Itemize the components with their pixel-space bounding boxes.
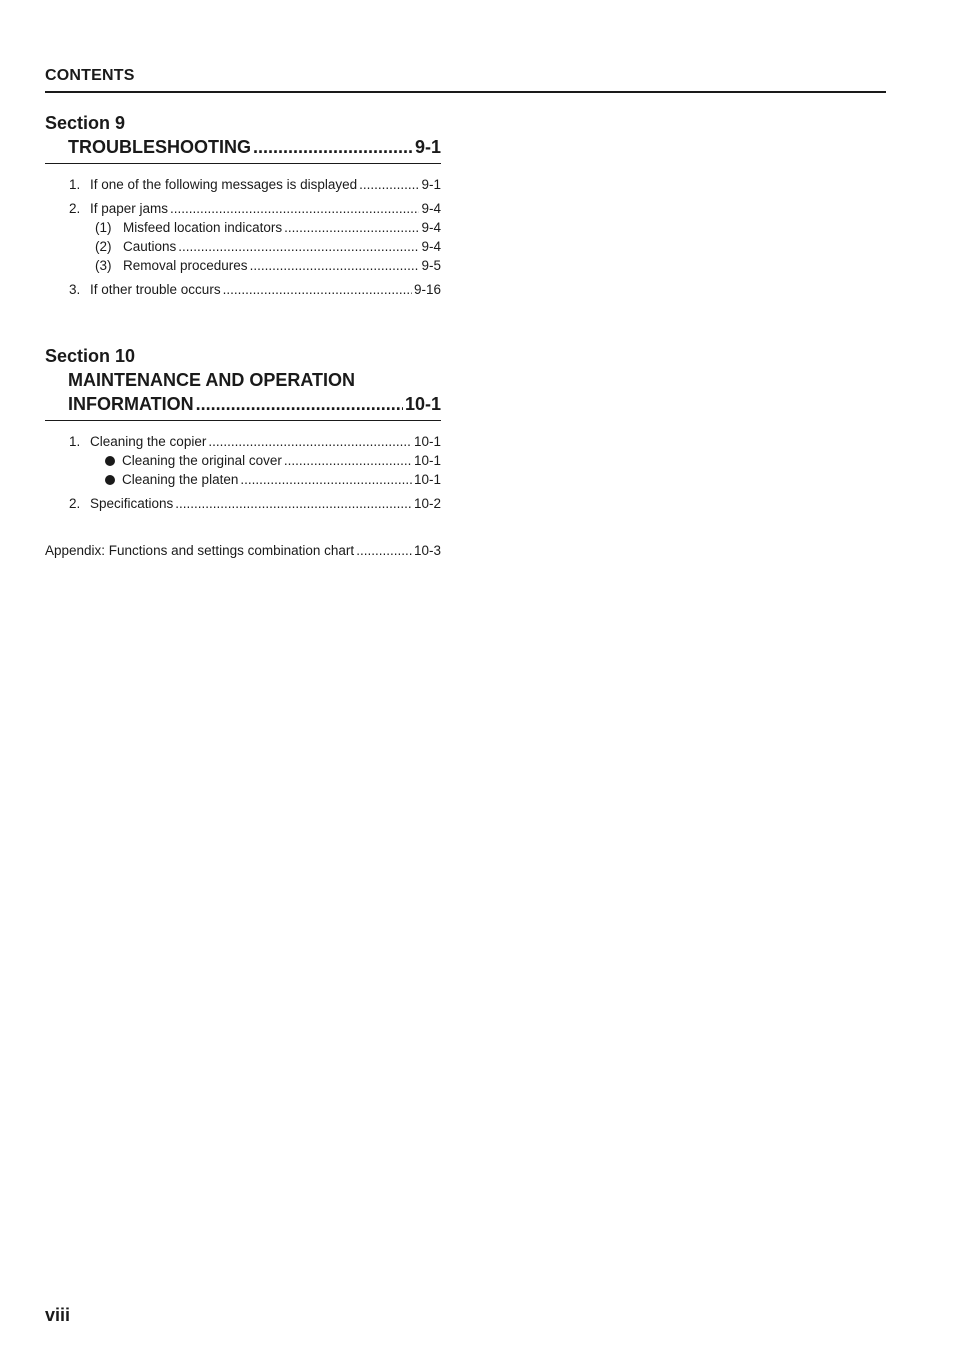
toc-entry[interactable] (69, 280, 441, 299)
leader-dots (356, 541, 412, 560)
leader-dots (223, 280, 412, 299)
entry-text: Misfeed location indicators (123, 220, 283, 235)
page-number: viii (45, 1305, 71, 1325)
appendix-entry[interactable] (45, 541, 441, 560)
entry-page: 9-4 (421, 201, 441, 216)
toc-entry[interactable] (69, 494, 441, 513)
entry-page: 9-4 (421, 220, 441, 235)
entry-text: Removal procedures (123, 258, 248, 273)
section-title-page: 9-1 (414, 137, 441, 157)
leader-dots (170, 199, 419, 218)
entry-text: Cautions (123, 239, 177, 254)
entry-page: 10-1 (413, 434, 441, 449)
toc-subentry[interactable] (95, 237, 441, 256)
entry-number: (1) (95, 220, 112, 235)
toc-entry[interactable] (69, 432, 441, 451)
entry-number: 3. (69, 282, 81, 297)
leader-dots (250, 256, 420, 275)
section-divider (45, 420, 441, 421)
entry-page: 10-1 (413, 453, 441, 468)
section-title-text: INFORMATION (68, 394, 194, 414)
section-title[interactable] (68, 392, 441, 416)
section-10 (45, 344, 441, 513)
leader-dots (178, 237, 419, 256)
section-label: Section 9 (45, 113, 126, 133)
section-title-text: TROUBLESHOOTING (68, 137, 251, 157)
entry-text: Cleaning the copier (90, 434, 207, 449)
entry-number: 1. (69, 177, 81, 192)
entry-text: Specifications (90, 496, 174, 511)
section-9 (45, 111, 441, 299)
entry-text: If paper jams (90, 201, 169, 216)
bullet-icon (105, 456, 115, 466)
leader-dots (253, 135, 413, 159)
entry-text: If other trouble occurs (90, 282, 221, 297)
appendix-page: 10-3 (413, 543, 441, 558)
leader-dots (284, 451, 412, 470)
entry-page: 9-5 (421, 258, 441, 273)
entry-page: 10-1 (413, 472, 441, 487)
section-label: Section 10 (45, 346, 136, 366)
entry-page: 9-4 (421, 239, 441, 254)
entry-page: 9-16 (413, 282, 441, 297)
entry-page: 10-2 (413, 496, 441, 511)
entry-number: 1. (69, 434, 81, 449)
toc-subentry[interactable] (95, 218, 441, 237)
entry-text: Cleaning the original cover (122, 453, 282, 468)
bullet-icon (105, 475, 115, 485)
appendix-text: Appendix: Functions and settings combination chart (45, 543, 355, 558)
toc-list (45, 432, 441, 513)
toc-subentry[interactable] (95, 256, 441, 275)
section-title-page: 10-1 (404, 394, 441, 414)
entry-page: 9-1 (421, 177, 441, 192)
contents-heading: CONTENTS (45, 67, 135, 84)
entry-number: 2. (69, 201, 81, 216)
leader-dots (359, 175, 419, 194)
entry-number: (3) (95, 258, 112, 273)
section-divider (45, 163, 441, 164)
leader-dots (284, 218, 419, 237)
section-title[interactable] (68, 135, 441, 159)
section-title-line: MAINTENANCE AND OPERATION (68, 370, 355, 390)
toc-entry[interactable] (69, 175, 441, 194)
toc-subentry[interactable] (95, 451, 441, 470)
leader-dots (208, 432, 412, 451)
toc-entry[interactable] (69, 199, 441, 218)
entry-text: If one of the following messages is displayed (90, 177, 358, 192)
leader-dots (196, 392, 403, 416)
entry-number: (2) (95, 239, 112, 254)
leader-dots (240, 470, 412, 489)
entry-number: 2. (69, 496, 81, 511)
header-divider (45, 91, 886, 93)
entry-text: Cleaning the platen (122, 472, 239, 487)
toc-subentry[interactable] (95, 470, 441, 489)
leader-dots (175, 494, 412, 513)
toc-list (45, 175, 441, 299)
